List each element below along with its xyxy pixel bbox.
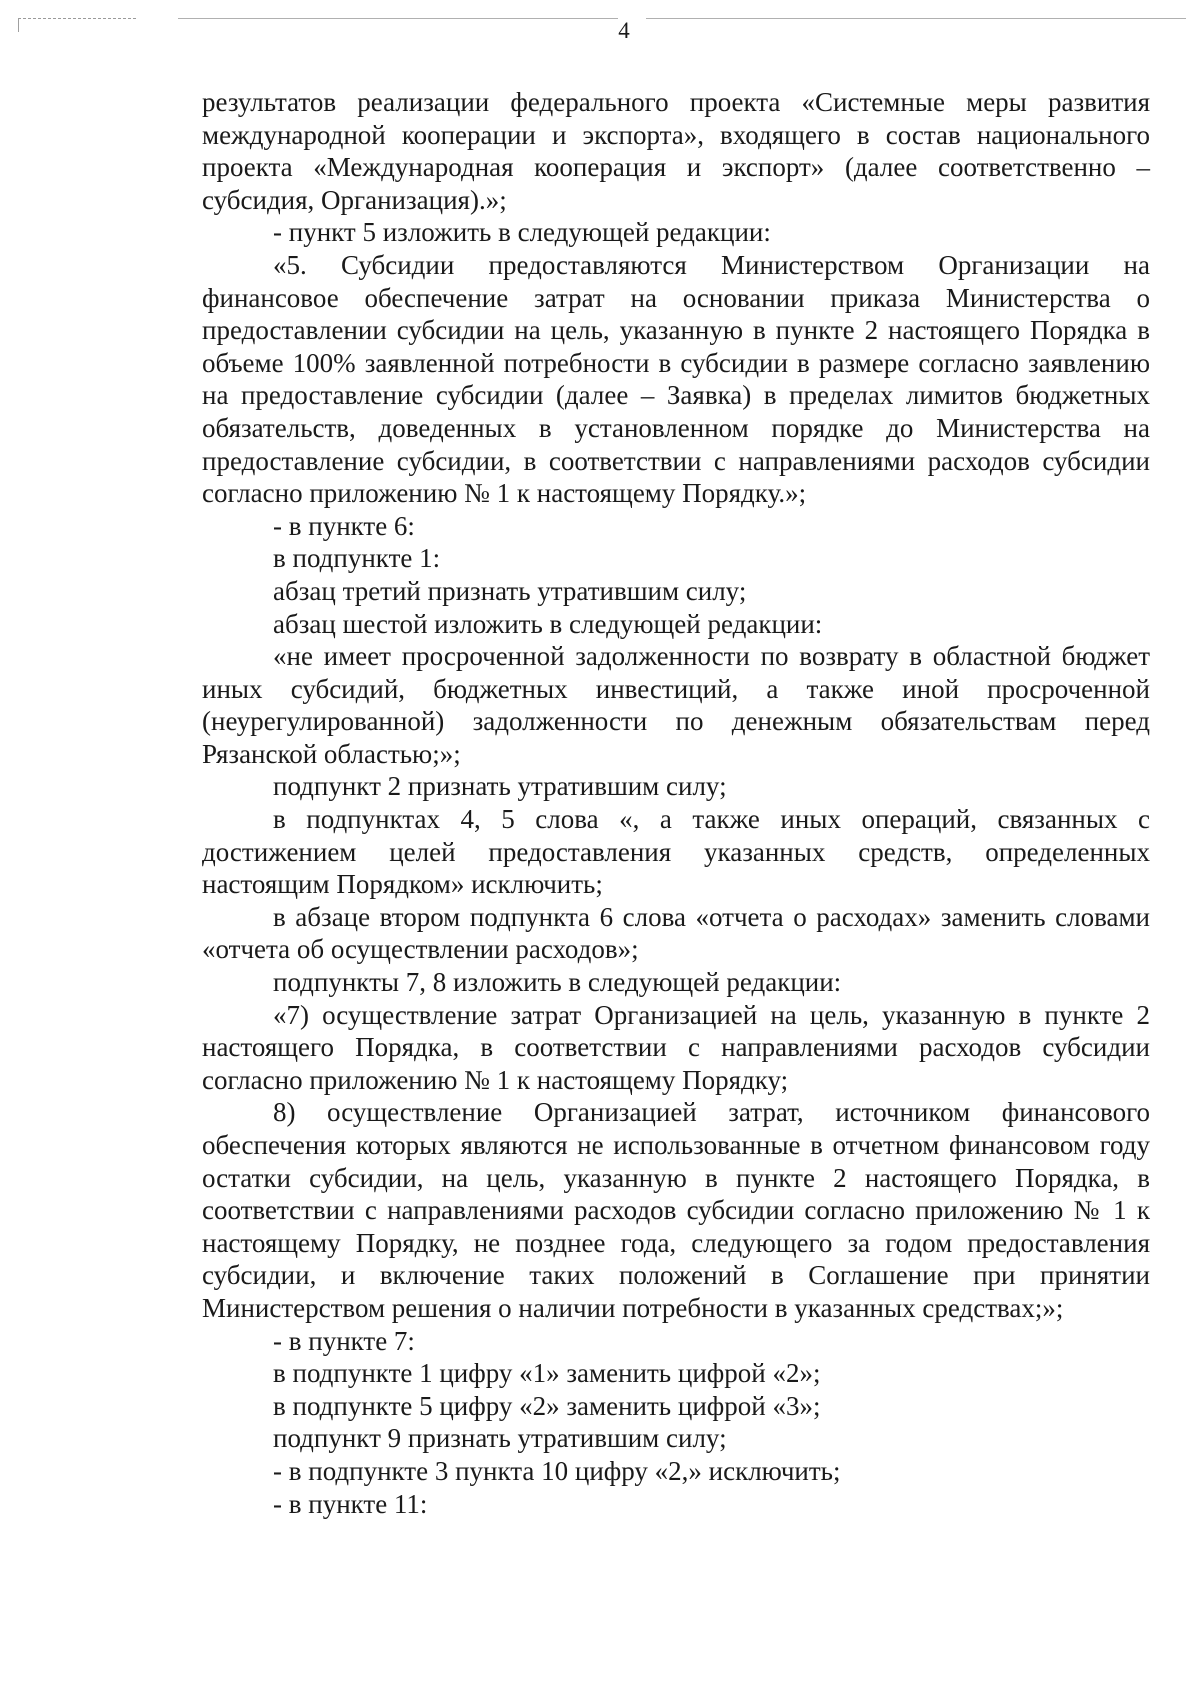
- paragraph: в подпункте 5 цифру «2» заменить цифрой «3»;: [273, 1390, 821, 1421]
- paragraph: в абзаце втором подпункта 6 слова «отчета о расходах» заменить словами «отчета об осуществлении расходов»;: [202, 901, 1150, 965]
- paragraph: - в пункте 7:: [273, 1325, 415, 1356]
- paragraph: подпункты 7, 8 изложить в следующей редакции:: [273, 967, 842, 998]
- paragraph: подпункт 2 признать утратившим силу;: [273, 771, 727, 802]
- paragraph: в подпунктах 4, 5 слова «, а также иных операций, связанных с достижением целей предоставления указанных средств, определенных настоящим Порядком» исключить;: [202, 804, 1150, 900]
- paragraph: подпункт 9 признать утратившим силу;: [273, 1423, 727, 1454]
- paragraph: результатов реализации федерального проекта «Системные меры развития международной кооперации и экспорта», входящего в состав национального проекта «Международная кооперация и экспорт» (далее соответственно – субсидия, Организация).»;: [202, 87, 1150, 215]
- document-body: [202, 86, 1150, 1520]
- paragraph: «не имеет просроченной задолженности по возврату в областной бюджет иных субсидий, бюджетных инвестиций, а также иной просроченной (неурегулированной) задолженности по денежным обязательствам перед Рязанской областью;»;: [202, 641, 1150, 769]
- paragraph: «5. Субсидии предоставляются Министерством Организации на финансовое обеспечение затрат на основании приказа Министерства о предоставлении субсидии на цель, указанную в пункте 2 настоящего Порядка в объеме 100% заявленной потребности в субсидии в размере согласно заявлению на предоставление субсидии (далее – Заявка) в пределах лимитов бюджетных обязательств, доведенных в установленном порядке до Министерства на предоставление субсидии, в соответствии с направлениями расходов субсидии согласно приложению № 1 к настоящему Порядку.»;: [202, 249, 1150, 509]
- paragraph: - в подпункте 3 пункта 10 цифру «2,» исключить;: [273, 1455, 841, 1486]
- paragraph: «7) осуществление затрат Организацией на цель, указанную в пункте 2 настоящего Порядка, в соответствии с направлениями расходов субсидии согласно приложению № 1 к настоящему Порядку;: [202, 999, 1150, 1095]
- paragraph: в подпункте 1:: [273, 543, 441, 574]
- paragraph: - в пункте 6:: [273, 510, 415, 541]
- paragraph: 8) осуществление Организацией затрат, источником финансового обеспечения которых являются не использованные в отчетном финансовом году остатки субсидии, на цель, указанную в пункте 2 настоящего Порядка, в соответствии с направлениями расходов субсидии согласно приложению № 1 к настоящему Порядку, не позднее года, следующего за годом предоставления субсидии, и включение таких положений в Соглашение при принятии Министерством решения о наличии потребности в указанных средствах;»;: [202, 1097, 1150, 1323]
- page-number: 4: [618, 18, 630, 43]
- paragraph: в подпункте 1 цифру «1» заменить цифрой «2»;: [273, 1358, 821, 1389]
- paragraph: - в пункте 11:: [273, 1488, 428, 1519]
- paragraph: абзац шестой изложить в следующей редакции:: [273, 608, 823, 639]
- paragraph: - пункт 5 изложить в следующей редакции:: [273, 217, 771, 248]
- paragraph: абзац третий признать утратившим силу;: [273, 575, 747, 606]
